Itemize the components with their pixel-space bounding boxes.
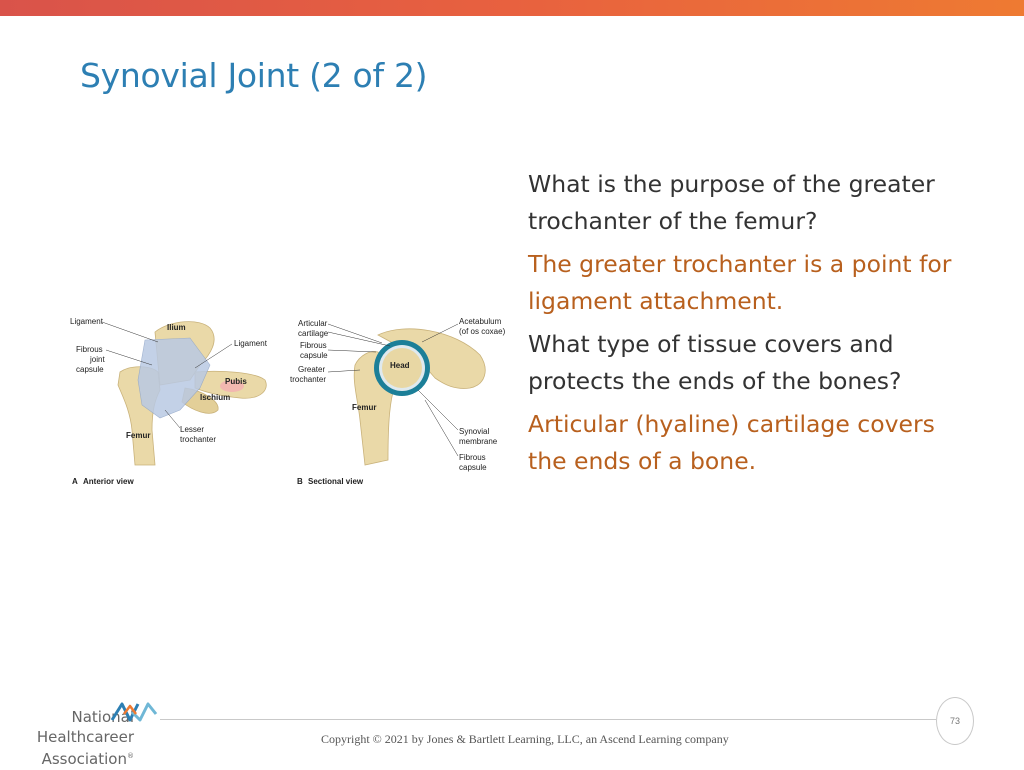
- logo-line-3: Association®: [41, 750, 134, 768]
- question-1: What is the purpose of the greater trochanter of the femur?: [528, 170, 935, 235]
- label-a-ischium: Ischium: [200, 393, 231, 402]
- label-b-articular-2: cartilage: [298, 329, 329, 338]
- caption-b-letter: B: [297, 477, 303, 486]
- label-b-fibcap-2: capsule: [459, 463, 487, 472]
- label-a-lesser-2: trochanter: [180, 435, 217, 444]
- label-b-greater-2: trochanter: [290, 375, 327, 384]
- label-a-fibrous-3: capsule: [76, 365, 104, 374]
- label-a-ligament-right: Ligament: [234, 339, 267, 348]
- registered-mark: ®: [127, 752, 134, 760]
- label-b-fibrous-1: Fibrous: [300, 341, 327, 350]
- caption-a-letter: A: [72, 477, 78, 486]
- label-a-pubis: Pubis: [225, 377, 247, 386]
- caption-b: Sectional view: [308, 477, 364, 486]
- label-b-greater-1: Greater: [298, 365, 326, 374]
- label-b-acetabulum-1: Acetabulum: [459, 317, 502, 326]
- top-accent-bar: [0, 0, 1024, 16]
- label-a-femur: Femur: [126, 431, 151, 440]
- label-b-synovial-2: membrane: [459, 437, 498, 446]
- answer-1: The greater trochanter is a point for ligament attachment.: [528, 250, 952, 315]
- label-a-ligament-top: Ligament: [70, 317, 103, 326]
- copyright-text: Copyright © 2021 by Jones & Bartlett Learning, LLC, an Ascend Learning company: [321, 732, 729, 746]
- label-b-fibcap-1: Fibrous: [459, 453, 486, 462]
- caption-a: Anterior view: [83, 477, 134, 486]
- label-b-fibrous-2: capsule: [300, 351, 328, 360]
- page-number: 73: [936, 697, 974, 745]
- logo-line-2: Healthcareer: [36, 727, 134, 746]
- panel-a-anterior-view: [70, 317, 268, 486]
- nha-logo-mark-icon: [110, 700, 160, 724]
- footer-divider: [160, 719, 936, 720]
- label-b-acetabulum-2: (of os coxae): [459, 327, 506, 336]
- qa-block: [528, 166, 978, 486]
- label-b-synovial-1: Synovial: [459, 427, 490, 436]
- label-a-fibrous-1: Fibrous: [76, 345, 103, 354]
- label-b-femur: Femur: [352, 403, 377, 412]
- label-a-fibrous-2: joint: [90, 355, 105, 364]
- hip-joint-figure: [60, 310, 520, 500]
- label-b-articular-1: Articular: [298, 319, 328, 328]
- panel-b-sectional-view: [290, 317, 506, 486]
- logo-line-1: National: [71, 708, 134, 726]
- answer-2: Articular (hyaline) cartilage covers the ends of a bone.: [528, 410, 935, 475]
- question-2: What type of tissue covers and protects the ends of the bones?: [528, 330, 902, 395]
- label-a-ilium: Ilium: [167, 323, 186, 332]
- label-a-lesser-1: Lesser: [180, 425, 205, 434]
- page-title: Synovial Joint (2 of 2): [80, 56, 428, 95]
- label-b-head: Head: [390, 361, 410, 370]
